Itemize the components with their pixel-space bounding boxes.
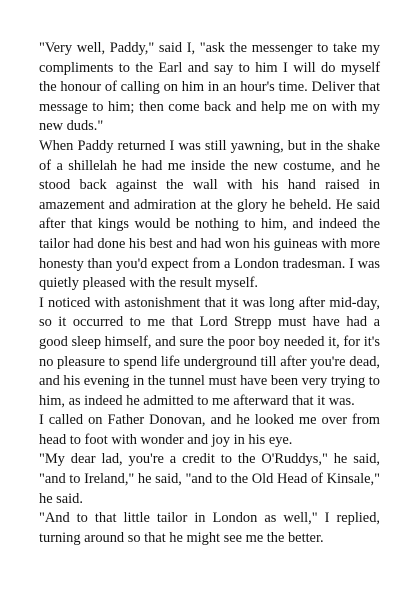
paragraph-paddy-returned: When Paddy returned I was still yawning, but in the shake of a shillelah he had me inside the new costume, and he stood back against the wall with his hand raised in amazement and admiration at the glory he beheld. He said after that kings would be nothing to him, and indeed the tailor had done his best and had won his guineas with more honesty than you'd expect from a London tradesman. I was quietly pleased with the result myself. <box>39 137 380 292</box>
paragraph-credit-to-oruddys: "My dear lad, you're a credit to the O'Ruddys," he said, "and to Ireland," he said, "and to the Old Head of Kinsale," he said. <box>39 451 380 507</box>
paragraph-father-donovan: I called on Father Donovan, and he looked me over from head to foot with wonder and joy in his eye. <box>39 412 380 448</box>
page-body <box>39 39 380 548</box>
paragraph-little-tailor: "And to that little tailor in London as well," I replied, turning around so that he might see me the better. <box>39 510 380 546</box>
paragraph-lord-strepp: I noticed with astonishment that it was long after mid-day, so it occurred to me that Lord Strepp must have had a good sleep himself, and sure the poor boy needed it, for it's no pleasure to spend life underground till after you're dead, and his evening in the tunnel must have been very trying to him, as indeed he admitted to me afterward that it was. <box>39 294 380 409</box>
paragraph-messenger: "Very well, Paddy," said I, "ask the messenger to take my compliments to the Earl and say to him I will do myself the honour of calling on him in an hour's time. Deliver that message to him; then come back and help me on with my new duds." <box>39 40 380 135</box>
